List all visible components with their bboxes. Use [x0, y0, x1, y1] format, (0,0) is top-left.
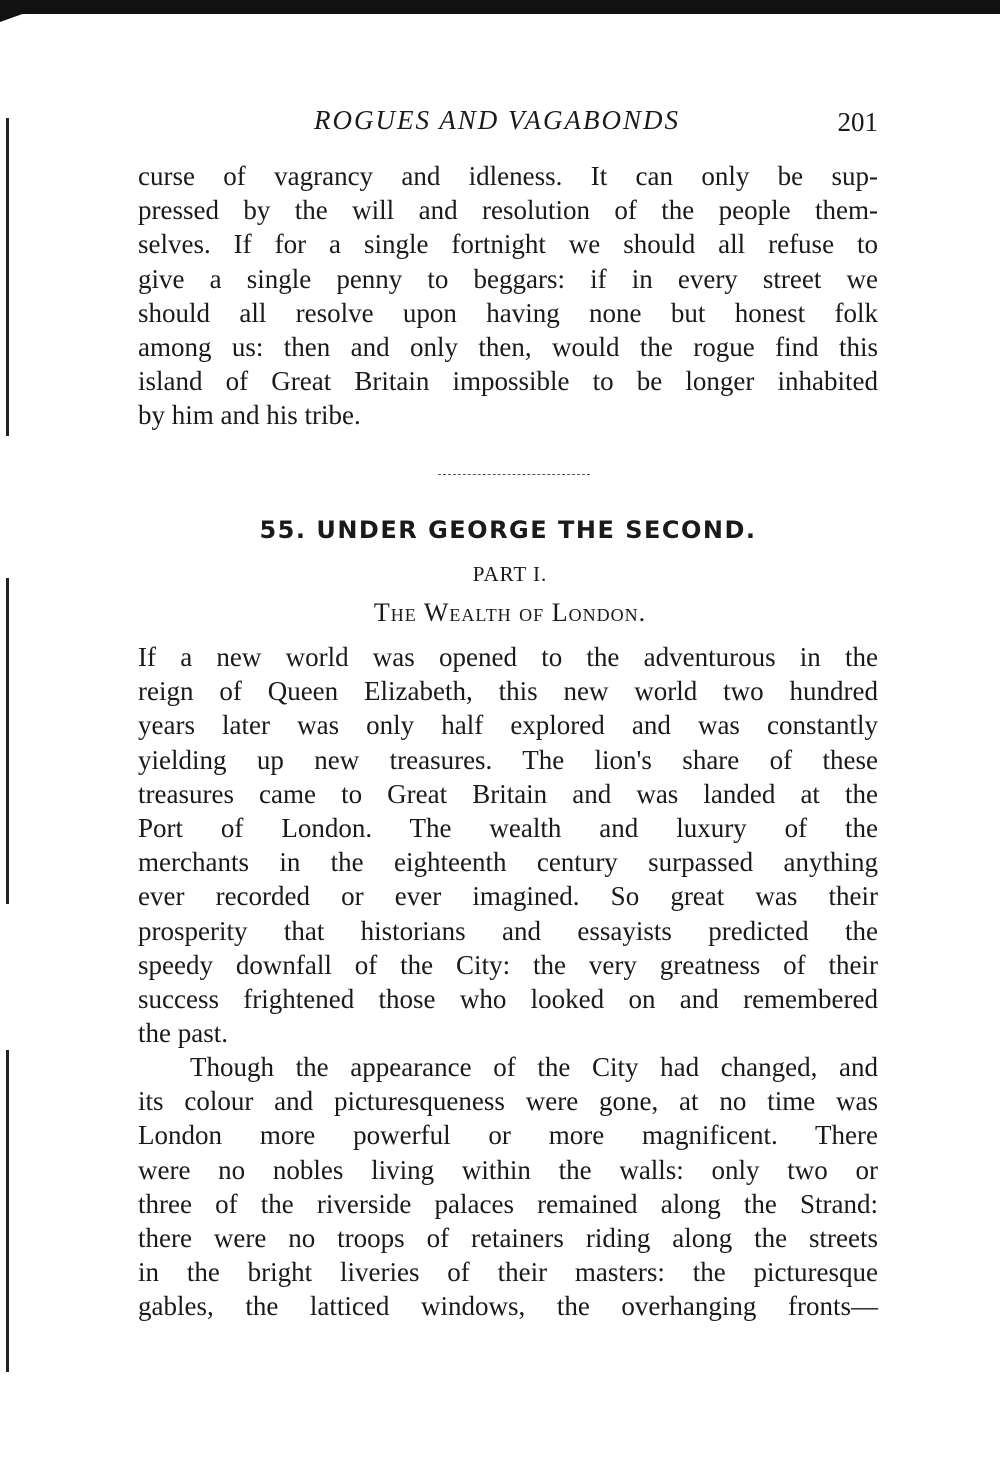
- text-line: ever recorded or ever imagined. So great was their: [138, 881, 878, 912]
- page-number: 201: [837, 107, 878, 137]
- text-line: prosperity that historians and essayists predicted the: [138, 915, 878, 946]
- text-line: speedy downfall of the City: the very greatness of their: [138, 949, 878, 980]
- text-line: the past.: [138, 1018, 228, 1049]
- text-line: curse of vagrancy and idleness. It can only be sup-: [138, 161, 878, 191]
- text-line: among us: then and only then, would the rogue find this: [138, 331, 878, 362]
- text-line: merchants in the eighteenth century surpassed anything: [138, 847, 878, 878]
- text-line: were no nobles living within the walls: only two or: [138, 1154, 878, 1185]
- text-line: give a single penny to beggars: if in every street we: [138, 263, 878, 294]
- body-paragraph-1: [138, 640, 878, 1050]
- opening-paragraph: [138, 159, 878, 433]
- text-line: selves. If for a single fortnight we should all refuse to: [138, 229, 878, 260]
- text-line: years later was only half explored and was constantly: [138, 710, 878, 741]
- running-title: ROGUES AND VAGABONDS: [314, 105, 680, 135]
- text-line: London more powerful or more magnificent. There: [138, 1120, 878, 1151]
- text-line: yielding up new treasures. The lion's share of these: [138, 744, 878, 775]
- top-scan-edge: [0, 0, 1000, 14]
- text-line: treasures came to Great Britain and was landed at the: [138, 778, 878, 809]
- body-paragraph-2: [138, 1050, 878, 1324]
- text-line: by him and his tribe.: [138, 400, 361, 431]
- left-margin-scan-line: [6, 118, 9, 436]
- text-line: reign of Queen Elizabeth, this new world two hundred: [138, 676, 878, 707]
- top-scan-edge-notch: [0, 12, 28, 22]
- text-line: its colour and picturesqueness were gone, at no time was: [138, 1086, 878, 1117]
- part-label: PART I.: [472, 562, 548, 586]
- text-line: should all resolve upon having none but honest folk: [138, 297, 878, 328]
- text-line: success frightened those who looked on and remembered: [138, 983, 878, 1014]
- section-divider: [438, 474, 590, 475]
- left-margin-scan-line: [6, 1050, 9, 1372]
- section-subtitle: The Wealth of London.: [373, 598, 647, 627]
- text-line: Port of London. The wealth and luxury of the: [138, 812, 878, 843]
- text-line: three of the riverside palaces remained along the Strand:: [138, 1188, 878, 1219]
- text-line: there were no troops of retainers riding along the streets: [138, 1222, 878, 1253]
- text-line: gables, the latticed windows, the overhanging fronts—: [138, 1291, 878, 1322]
- text-line: If a new world was opened to the adventurous in the: [138, 642, 878, 672]
- running-head: [138, 105, 878, 145]
- section-heading: 55. UNDER GEORGE THE SECOND.: [259, 516, 757, 544]
- text-line: Though the appearance of the City had changed, and: [190, 1052, 878, 1082]
- text-line: in the bright liveries of their masters: the picturesque: [138, 1257, 878, 1288]
- text-line: island of Great Britain impossible to be longer inhabited: [138, 366, 878, 397]
- text-line: pressed by the will and resolution of the people them-: [138, 195, 878, 226]
